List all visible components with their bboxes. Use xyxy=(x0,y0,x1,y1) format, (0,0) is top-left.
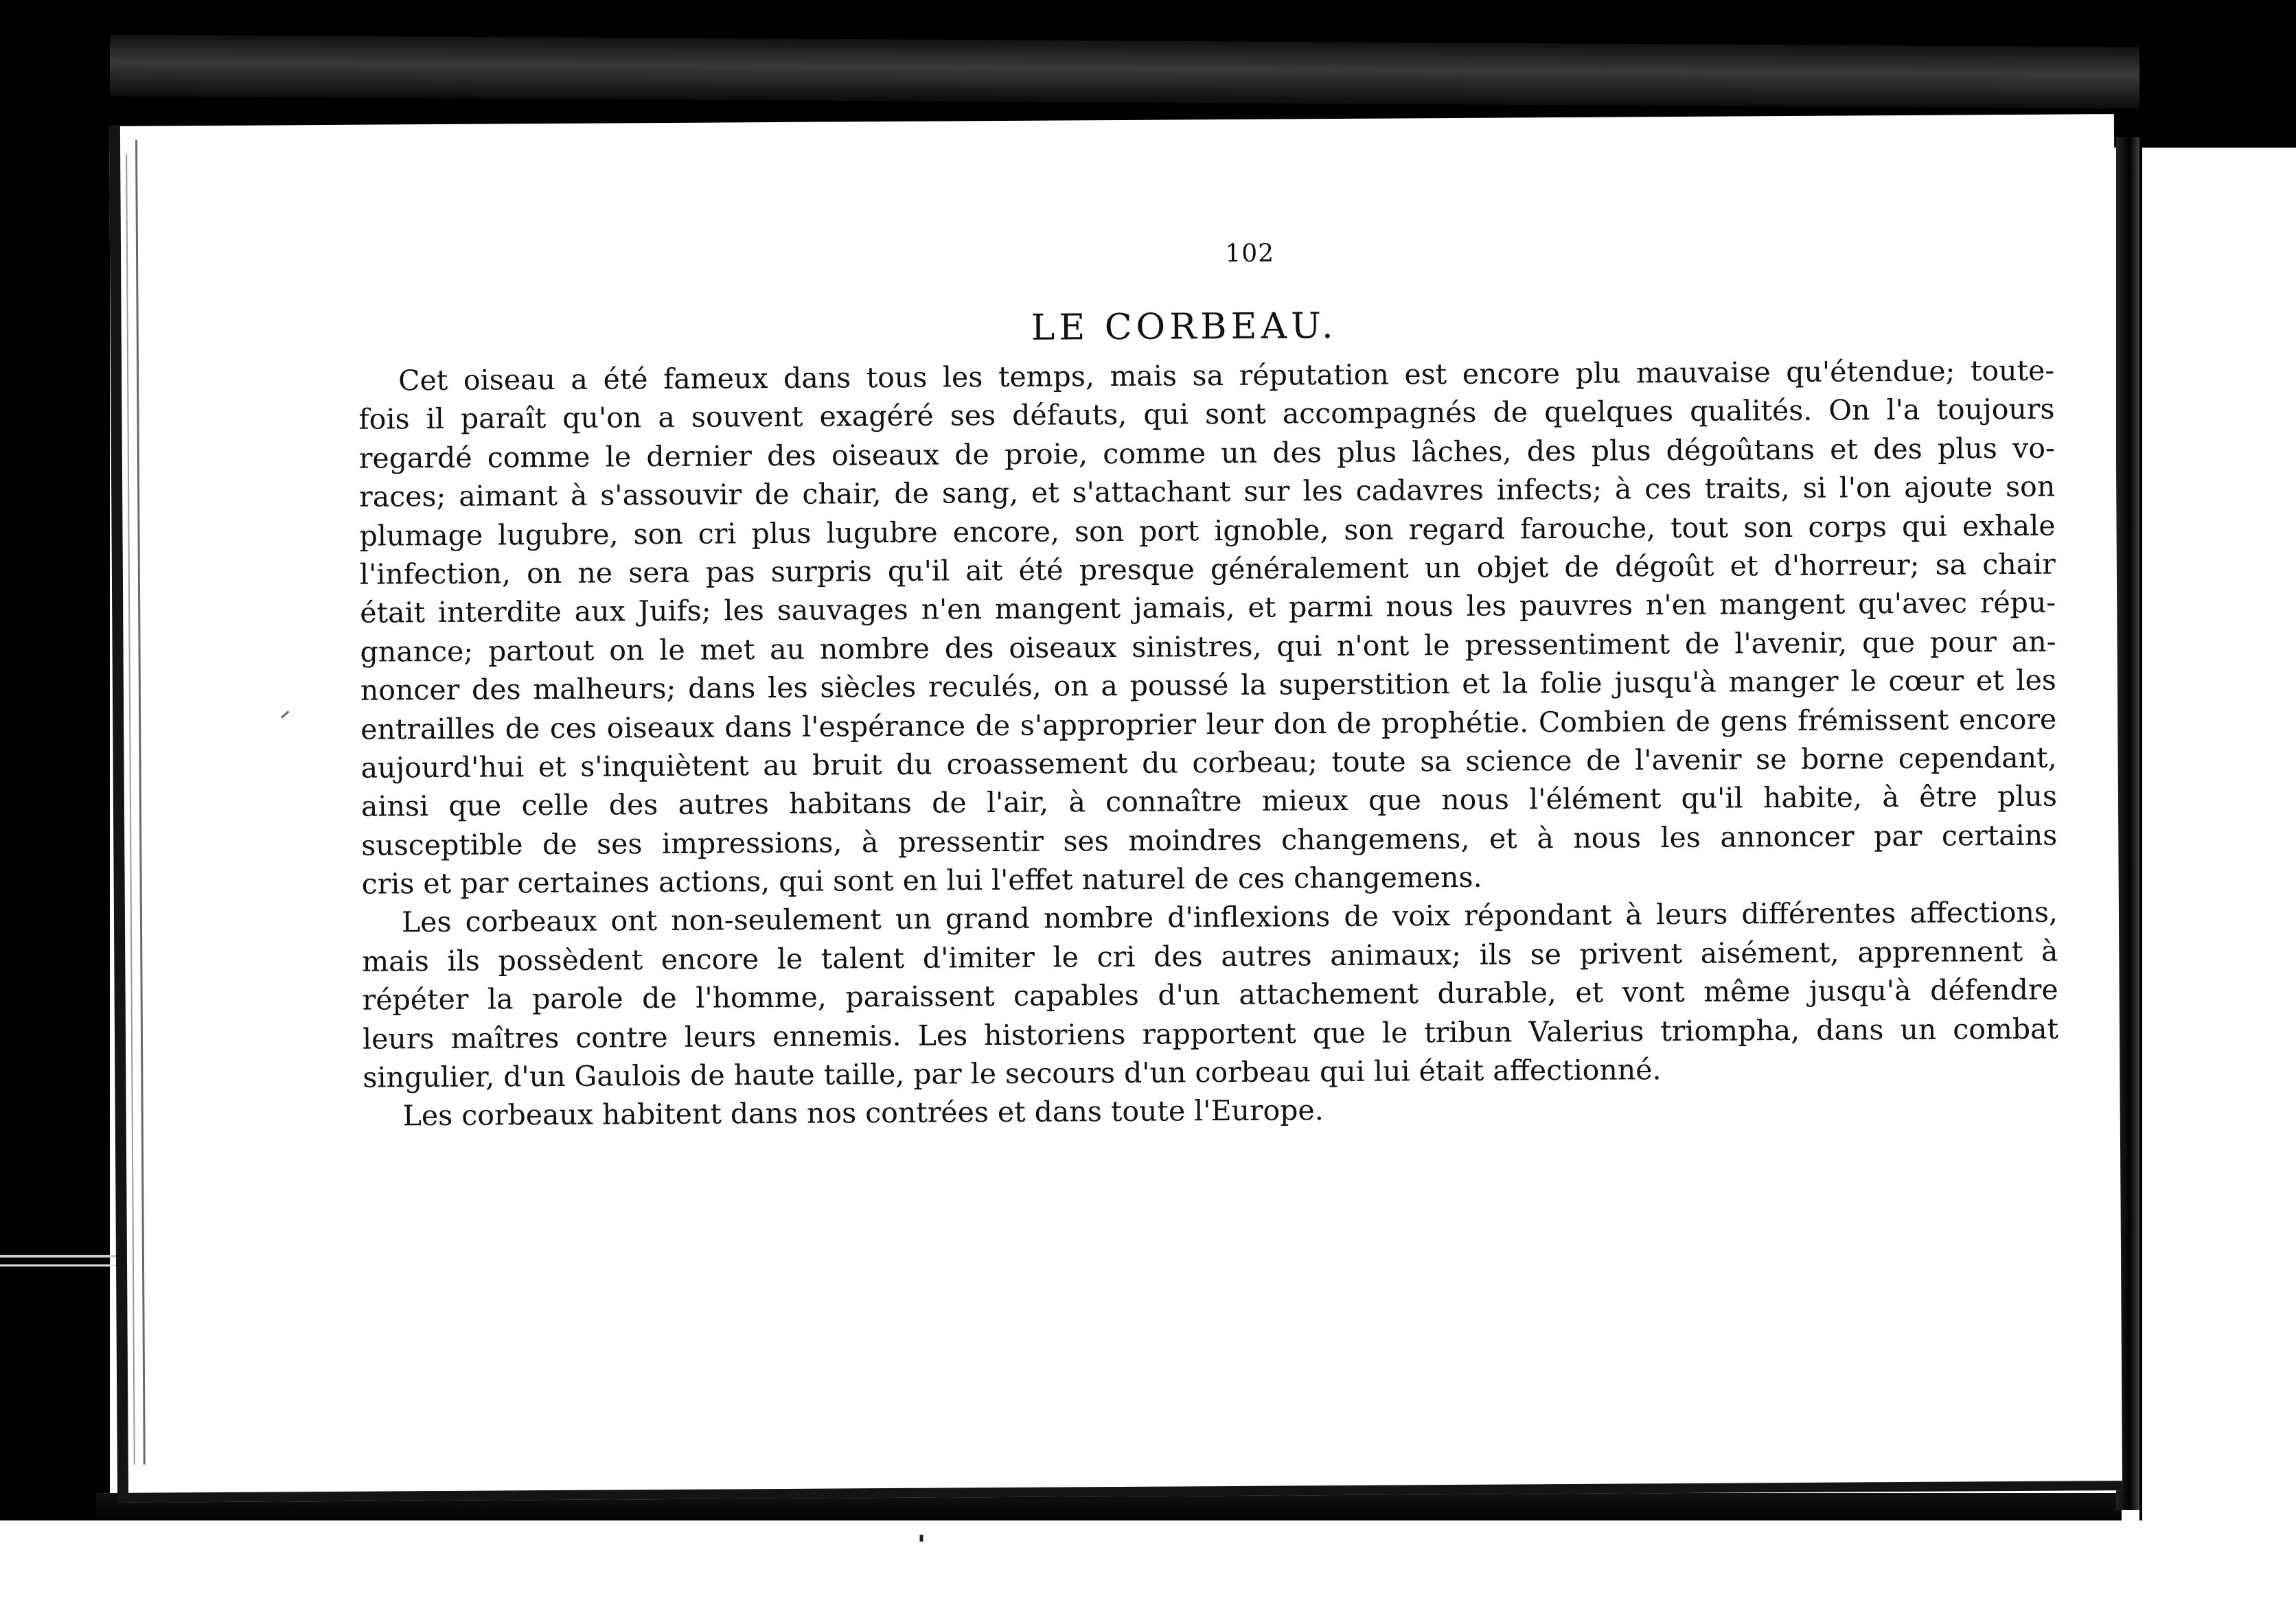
text-line: Cet oiseau a été fameux dans tous les temps, mais sa réputation est encore plu mauvaise qu'étendue; toute- xyxy=(398,354,2055,397)
text-line: gnance; partout on le met au nombre des oiseaux sinistres, qui n'ont le pressentiment de l'avenir, que pour an- xyxy=(360,625,2056,669)
page-edge-rule xyxy=(126,154,135,1465)
page-number: 102 xyxy=(1225,239,1275,268)
text-line: était interdite aux Juifs; les sauvages n'en mangent jamais, et parmi nous les pauvres n'en mangent qu'avec répu- xyxy=(360,586,2056,630)
text-line: leurs maîtres contre leurs ennemis. Les historiens rapportent que le tribun Valerius triompha, dans un combat xyxy=(362,1012,2059,1056)
facing-page-edge xyxy=(2139,148,2296,1520)
text-line: plumage lugubre, son cri plus lugubre encore, son port ignoble, son regard farouche, tout son corps qui exhale xyxy=(359,509,2056,553)
text-line: races; aimant à s'assouvir de chair, de sang, et s'attachant sur les cadavres infects; à ces traits, si l'on ajoute son xyxy=(359,470,2056,513)
ink-speck xyxy=(919,1535,923,1542)
chapter-heading: LE CORBEAU. xyxy=(1031,305,1338,349)
text-line: aujourd'hui et s'inquiètent au bruit du croassement du corbeau; toute sa science de l'avenir se borne cependant, xyxy=(360,741,2057,785)
page-edge-rule xyxy=(135,140,146,1465)
margin-mark xyxy=(281,710,290,718)
text-line: ainsi que celle des autres habitans de l'air, à connaître mieux que nous l'élément qu'il habite, à être plus xyxy=(360,779,2058,824)
text-line: cris et par certaines actions, qui sont en lui l'effet naturel de ces changemens. xyxy=(361,860,1482,901)
text-line: singulier, d'un Gaulois de haute taille, par le secours d'un corbeau qui lui était affectionné. xyxy=(363,1053,1662,1094)
text-line: regardé comme le dernier des oiseaux de proie, comme un des plus lâches, des plus dégoûtans et des plus vo- xyxy=(358,431,2055,475)
text-line: répéter la parole de l'homme, paraissent capables d'un attachement durable, et vont même jusqu'à défendre xyxy=(362,973,2058,1017)
text-line: mais ils possèdent encore le talent d'imiter le cri des autres animaux; ils se privent aisément, apprennent à xyxy=(362,934,2058,978)
book-page xyxy=(109,114,2122,1503)
scan-margin-bottom xyxy=(0,1520,2296,1620)
text-line: fois il paraît qu'on a souvent exagéré ses défauts, qui sont accompagnés de quelques qualités. On l'a toujours xyxy=(358,393,2055,437)
body-text xyxy=(358,351,2059,1136)
text-line: entrailles de ces oiseaux dans l'espérance de s'approprier leur don de prophétie. Combien de gens frémissent encore xyxy=(360,702,2057,746)
text-line: l'infection, on ne sera pas surpris qu'il ait été presque généralement un objet de dégoût et d'horreur; sa chair xyxy=(359,547,2056,591)
scan-border-left xyxy=(0,0,110,1544)
text-line: Les corbeaux habitent dans nos contrées et dans toute l'Europe. xyxy=(402,1094,1324,1133)
scan-border-top-right xyxy=(2139,0,2296,158)
text-line: noncer des malheurs; dans les siècles reculés, on a poussé la superstition et la folie jusqu'à manger le cœur et les xyxy=(360,663,2057,707)
text-line: susceptible de ses impressions, à pressentir ses moindres changemens, et à nous les annoncer par certains xyxy=(361,818,2058,862)
text-line: Les corbeaux ont non-seulement un grand nombre d'inflexions de voix répondant à leurs différentes affections, xyxy=(401,896,2058,939)
